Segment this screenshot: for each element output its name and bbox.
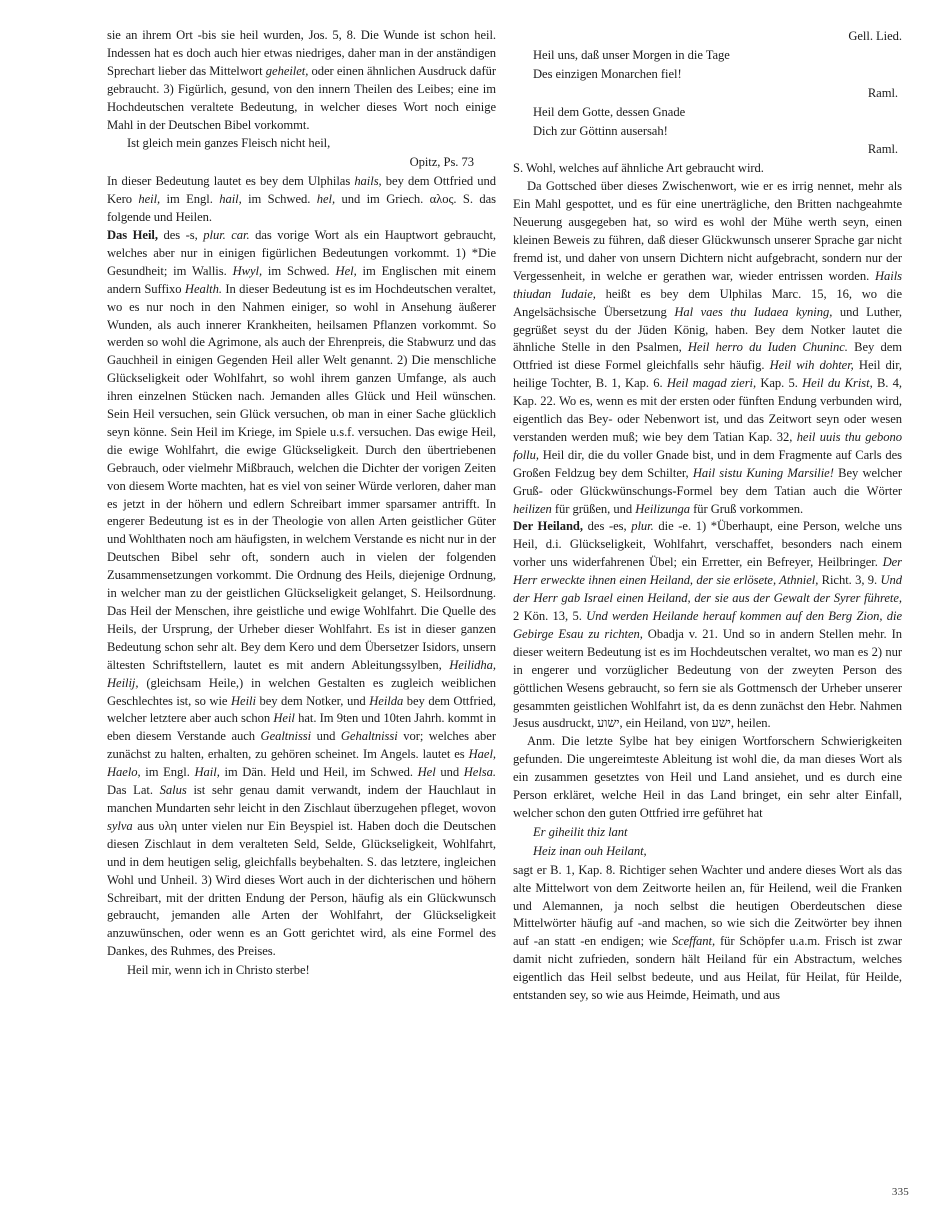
text-run: das vorige Wort als ein Hauptwort gebraucht, welches aber nur in einigen figürlichen Bedeutungen vorkommt. 1) *Die Gesundheit; im Wallis. <box>107 227 496 278</box>
text-run: Heiz inan ouh Heilant, <box>533 843 647 858</box>
text-run: Hails thiudan Iudaie, <box>513 268 902 301</box>
text-run: im Engl. <box>160 192 220 207</box>
text-run: Bey dem Ottfried ist diese Formel gleichfalls sehr häufig. <box>513 340 902 373</box>
text-run: bey dem Ottfried und Kero <box>107 174 496 207</box>
text-run: für Gruß vorkommen. <box>690 501 804 516</box>
text-run: oder einen ähnlichen Ausdruck dafür gebraucht. 3) Figürlich, gesund, von den innern Theilen des Leibes; eine im Hochdeutschen veraltete Bedeutung, in welcher dieses Wort noch einige Mahl in der Deutschen Bibel vorkommt. <box>107 63 496 132</box>
text-run: die -e. 1) *Überhaupt, eine Person, welche uns Heil, d.i. Glückseligkeit, Wohlfahrt, verschaffet, besonders nach einem vorher uns widerfahrenen Übel; ein Erretter, ein Befreyer, Heilbringer. <box>513 519 902 570</box>
text-run: S. Wohl, welches auf ähnliche Art gebraucht wird. <box>513 161 764 176</box>
text-run: hails, <box>354 174 382 189</box>
text-run: aus υλη unter vielen nur Ein Beyspiel ist. Haben doch die Deutschen diesen Zischlaut in dem veralteten Seld, Selde, Glückseligkeit, Wohlfahrt, und in dem heutigen selig, gleichfalls beybehalten. S. das letztere, ingleichen Wohl und Unheil. 3) Wird dieses Wort auch in der dichterischen und höhern Schreibart, mit der dritten Endung der Person, häufig als ein Glückwunsch gebraucht, jemanden alle Arten der Wohlfahrt, der Glückseligkeit anzuwünschen, oder wenn es an Gott gerichtet wird, als eine Formel des Dankes, des Ruhmes, des Preises. <box>107 818 496 959</box>
verse-line <box>513 824 902 842</box>
paragraph <box>513 160 902 178</box>
text-run: Ist gleich mein ganzes Fleisch nicht heil, <box>127 136 331 151</box>
paragraph <box>513 862 902 1005</box>
text-run: Heilizunga <box>635 501 691 516</box>
paragraph <box>513 733 902 823</box>
text-run: Und der Herr gab Israel einen Heiland, der sie aus der Gewalt der Syrer führete, <box>513 573 902 606</box>
text-run: für Schöpfer u.a.m. Frisch ist zwar damit nicht zufrieden, sondern hält Heiland für ein Abstractum, welches eigentlich das Heil selbst bedeute, und aus Heilat, für Heilat, für Heilde, entstanden sey, so wie aus Heimde, Heimath, und aus <box>513 934 902 1003</box>
text-run: und Luther, gegrüßet seyst du der Jüden König, haben. Bey dem Notker lautet die ähnliche Stelle in den Psalmen, <box>513 304 902 355</box>
text-run: hel, <box>316 192 336 207</box>
text-run: Anm. Die letzte Sylbe hat bey einigen Wortforschern Schwierigkeiten gefunden. Die ungereimteste Ableitung ist wohl die, da man dieses Wort als ein zusammen gesetztes von Heil und Land ansiehet, und es durch eine Person erkläret, welche Heil in das Land bringet, ein sehr alter Einfall, welcher schon den guten Ottfried irre geführet hat <box>513 734 902 820</box>
text-run: Heilidha, Heilij, <box>107 657 496 690</box>
text-run: für grüßen, und <box>551 501 636 516</box>
text-run: und <box>311 729 341 744</box>
text-run: Heil dem Gotte, dessen Gnade <box>533 104 686 119</box>
text-run: Hal vaes thu Iudaea kyning, <box>674 304 833 319</box>
text-run: Der Herr erweckte ihnen einen Heiland, der sie erlösete, Athniel, <box>513 555 902 588</box>
text-run: Heil wih dohter, <box>769 358 854 373</box>
text-run: des -es, <box>583 519 632 534</box>
text-run: und im Griech. αλος. S. das folgende und Heilen. <box>107 192 496 225</box>
right-column <box>513 27 902 1179</box>
text-run: des -s, <box>157 227 204 242</box>
text-run: Kap. 5. <box>756 376 803 391</box>
left-column <box>107 27 496 1179</box>
paragraph <box>513 178 902 518</box>
verse-line <box>513 123 902 141</box>
text-run: Obadja v. 21. Und so in andern Stellen mehr. In dieser weitern Bedeutung ist es im Hochdeutschen veraltet, wo man es 2) nur in engerer und vorzüglicher Bedeutung von der zweyten Person des göttlichen Wesens gebraucht, so fern sie als Gottmensch der Urheber unserer gesammten geistlichen Wohlfahrt ist, da es denn zunächst den Hebr. Nahmen Jesus ausdruckt, ישוע, ein Heiland, von ישע, heilen. <box>513 626 902 731</box>
text-run: Gehaltnissi <box>340 729 398 744</box>
text-run: Heil mir, wenn ich in Christo sterbe! <box>127 963 310 978</box>
text-run: Heil dir, die du voller Gnade bist, und in dem Fragmente auf Carls des Großen Feldzug bey dem Schilter, <box>513 447 902 480</box>
text-run: Heili <box>231 693 256 708</box>
text-run: Richt. 3, 9. <box>818 573 881 588</box>
text-run: Hail sistu Kuning Marsilie! <box>692 465 834 480</box>
text-run: plur. <box>631 519 654 534</box>
text-run: im Engl. <box>140 765 195 780</box>
text-run: In dieser Bedeutung lautet es bey dem Ulphilas <box>107 174 355 189</box>
text-run: heil, <box>138 192 161 207</box>
verse-line <box>513 843 902 861</box>
text-run: heißt es bey dem Ulphilas Marc. 15, 16, wo die Angelsächsische Übersetzung <box>513 286 902 319</box>
source-attribution <box>107 154 496 172</box>
text-run: Raml. <box>867 85 898 100</box>
text-run: sagt er B. 1, Kap. 8. Richtiger sehen Wachter und andere dieses Wort als das alte Mittelwort von dem Zeitworte heilen an, für Heilend, weil die Franken und Alemannen, ja noch selbst die heutigen Oberdeutschen diese Mittelwörter häufig auf -and machen, so wie sich die Zeitwörter bey ihnen auf -an statt -en endigen; wie <box>513 862 902 949</box>
text-run: Da Gottsched über dieses Zwischenwort, wie er es irrig nennet, mehr als Ein Mahl gespottet, und es für eine unerträgliche, den Britten nachgeahmte Neuerung ausgegeben hat, so wird es wohl der Mühe werth seyn, einen kleinen Beweis zu führen, daß dieser Glückwunsch unserer Sprache gar nicht fremd ist, und daher von unsern Dichtern nicht aufgebracht, sondern nur der Vergessenheit, in welche er gerathen war, wieder entrissen worden. <box>513 179 902 283</box>
text-run: Der Heiland, <box>513 519 583 534</box>
text-run: Gell. Lied. <box>848 29 902 43</box>
text-run: Hail, <box>194 765 220 780</box>
text-run: Heil herro du Iuden Chuninc. <box>687 340 848 355</box>
verse-line <box>513 47 902 65</box>
paragraph <box>107 27 496 134</box>
text-run: bey dem Notker, und <box>255 693 370 708</box>
text-run: B. 4, Kap. 22. Wo es, wenn es mit der ersten oder fünften Endung verbunden wird, eigentlich das Bey- oder Nebenwort ist, und das Zeitwort seyn oder wesen verstanden werden muß; wie bey dem Tatian Kap. 32, <box>513 376 902 444</box>
source-attribution <box>513 85 902 103</box>
text-run: Helsa. <box>463 765 496 780</box>
verse-line <box>513 104 902 122</box>
source-attribution <box>513 141 902 159</box>
text-run: Heil dir, heilige Tochter, B. 1, Kap. 6. <box>513 358 902 391</box>
text-run: In dieser Bedeutung ist es im Hochdeutschen veraltet, wo es nur noch in den Nahmen einiger, so wohl in Ansehung äußerer Wunden, als auch innerer Krankheiten, heilsamen Pflanzen vorkommt. So werden so wohl die Agrimone, als auch der Ehrenpreis, die Stabwurz und das Gauchheil in einigen Gegenden Heil aller Welt genannt. 2) Die menschliche Glückseligkeit oder Wohlfahrt, so wohl ihrem ganzen Umfange, als auch ihren einzelnen Stücken nach. Jemanden alles Glück und Heil wünschen. Sein Heil versuchen, sein Glück versuchen, ob man in einer Sache glücklich seyn könne. Sein Heil im Kriege, im Spiele u.s.f. versuchen. Das ewige Heil, die ewige Wohlfahrt, die ewige Glückseligkeit. Durch den übertriebenen Gebrauch, oder vielmehr Mißbrauch, welchen die Dichter der vorigen Zeiten von diesem Worte machten, hat es viel von seiner Würde verloren, daher man es jetzt in der höhern und edlern Schreibart immer sparsamer antrifft. In engerer Bedeutung ist es in der Theologie von allen Arten geistlicher Güter und Wohlthaten noch am häufigsten, in welchem Verstande es nicht nur in der Deutschen Bibel sehr oft, sondern auch in vielen der folgenden Zusammensetzungen vorkommt. Die Ordnung des Heils, diejenige Ordnung, in welcher man zu der geistlichen Glückseligkeit gelanget, S. Heilsordnung. Das Heil der Menschen, ihre geistliche und ewige Wohlfahrt. Die Quelle des Heils, der Ursprung, der Urheber dieser Wohlfahrt. Es ist in dieser ganzen Bedeutung schon sehr alt. Bey dem Kero und dem Übersetzer Isidors, unsern ältesten Schriftstellern, lautet es mit andern Ableitungssylben, <box>107 281 496 672</box>
text-run: Heil <box>273 711 295 726</box>
text-run: heilizen <box>513 501 552 516</box>
text-run: Dich zur Göttinn ausersah! <box>533 123 668 138</box>
text-run: geheilet, <box>265 63 309 78</box>
text-run: Das Lat. <box>107 783 160 798</box>
verse-line <box>513 66 902 84</box>
paragraph <box>107 173 496 227</box>
text-run: sylva <box>107 818 133 833</box>
two-column-text-area <box>107 27 902 1179</box>
text-run: Des einzigen Monarchen fiel! <box>533 66 682 81</box>
text-run: Bey welcher Gruß- oder Glückwünschungs-Formel bey dem Tatian auch die Wörter <box>513 465 902 498</box>
text-run: Raml. <box>867 142 898 157</box>
text-run: im Englischen mit einem andern Suffixo <box>107 263 496 296</box>
text-run: heil uuis thu gebono follu, <box>513 429 902 462</box>
text-run: Heil uns, daß unser Morgen in die Tage <box>533 47 730 62</box>
verse-line <box>107 135 496 153</box>
text-run: im Schwed. <box>262 263 336 278</box>
text-run: Und werden Heilande herauf kommen auf den Berg Zion, die Gebirge Esau zu richten, <box>513 609 902 641</box>
text-run: plur. car. <box>203 227 250 242</box>
text-run: Health. <box>184 281 222 296</box>
text-run: Hel <box>417 765 436 780</box>
text-run: Gealtnissi <box>260 729 312 744</box>
text-run: ist sehr genau damit verwandt, indem der Hauchlaut in manchen Mundarten sehr leicht in den Zischlaut überzugehen pfleget, wovon <box>107 783 496 815</box>
text-run: Opitz, Ps. 73 <box>409 155 474 170</box>
verse-line <box>107 962 496 980</box>
text-run: bey dem Ottfried, welcher letztere aber auch schon <box>107 693 496 726</box>
text-run: hail, <box>219 192 242 207</box>
text-run: Er giheilit thiz lant <box>533 824 628 839</box>
text-run: Das Heil, <box>107 227 158 242</box>
text-run: Heil magad zieri, <box>666 376 757 391</box>
paragraph <box>107 227 496 961</box>
text-run: im Schwed. <box>241 192 317 207</box>
text-run: Salus <box>159 783 187 798</box>
text-run: (gleichsam Heile,) in welchen Gestalten es zugleich weiblichen Geschlechtes ist, so wie <box>107 675 496 708</box>
text-run: Hael, Haelo, <box>107 747 496 780</box>
text-run: im Dän. Held und Heil, im Schwed. <box>219 765 418 780</box>
text-run: sie an ihrem Ort -bis sie heil wurden, Jos. 5, 8. Die Wunde ist schon heil. Indessen hat es doch auch hier etwas niedriges, daher man in der anständigen Sprechart lieber das Mittelwort <box>107 28 496 78</box>
page-number: 335 <box>891 1186 909 1198</box>
text-run: Heilda <box>369 693 404 708</box>
text-run: 2 Kön. 13, 5. <box>513 609 587 623</box>
text-run: Sceffant, <box>671 934 716 949</box>
text-run: hat. Im 9ten und 10ten Jahrh. kommt in eben diesem Verstande auch <box>107 711 496 744</box>
text-run: und <box>435 765 464 780</box>
text-run: Heil du Krist, <box>802 376 873 391</box>
text-run: Hel, <box>335 263 357 278</box>
source-attribution <box>513 28 902 46</box>
text-run: Hwyl, <box>232 263 263 278</box>
paragraph <box>513 518 902 733</box>
text-run: vor; welches aber zunächst zu halten, erhalten, zu gehören scheinet. Im Angels. lautet es <box>107 729 496 762</box>
